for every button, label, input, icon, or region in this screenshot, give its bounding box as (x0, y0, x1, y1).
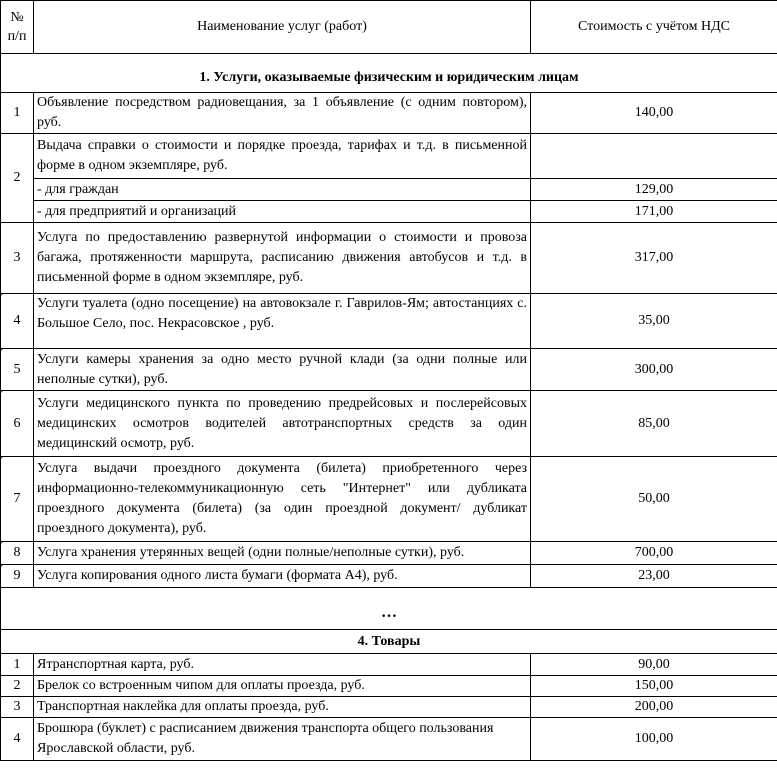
table-row (1, 93, 777, 134)
ellipsis-text: … (1, 598, 777, 630)
service-name: Услуги медицинского пункта по проведению предрейсовых и послерейсовых медицинских осмотров водителей автотранспортных средств за один медицинский осмотр, руб. (34, 391, 531, 457)
section-4-row (1, 630, 777, 654)
table-row (1, 676, 777, 697)
table-row (1, 654, 777, 676)
goods-name: Транспортная наклейка для оплаты проезда, руб. (34, 697, 531, 718)
service-price: 50,00 (531, 457, 777, 542)
row-number: 8 (1, 542, 34, 565)
goods-price: 150,00 (531, 676, 777, 697)
table-row (1, 542, 777, 565)
row-number: 9 (1, 565, 34, 588)
row-number: 6 (1, 391, 34, 457)
goods-name: Ятранспортная карта, руб. (34, 654, 531, 676)
row-number: 2 (1, 134, 34, 223)
table-row (1, 223, 777, 294)
service-name: Услуга копирования одного листа бумаги (формата А4), руб. (34, 565, 531, 588)
service-subitem-price: 171,00 (531, 201, 777, 223)
spacer-row (1, 588, 777, 598)
service-price: 700,00 (531, 542, 777, 565)
row-number: 3 (1, 697, 34, 718)
table-row (1, 697, 777, 718)
service-name: Услуга выдачи проездного документа (билета) приобретенного через информационно-телекоммуникационную сеть "Интернет" или дубликата проездного документа (билета) (за один проездной документ/ дубликат проездного документа), руб. (34, 457, 531, 542)
goods-price: 200,00 (531, 697, 777, 718)
table-subrow (1, 201, 777, 223)
table-subrow (1, 179, 777, 201)
service-name: Объявление посредством радиовещания, за 1 объявление (с одним повтором), руб. (34, 93, 531, 134)
service-subitem-price: 129,00 (531, 179, 777, 201)
row-number: 2 (1, 676, 34, 697)
service-price: 300,00 (531, 349, 777, 391)
goods-name: Брошюра (буклет) с расписанием движения транспорта общего пользования Ярославской области, руб. (34, 718, 531, 761)
table-row (1, 294, 777, 349)
goods-price: 100,00 (531, 718, 777, 761)
table-row (1, 457, 777, 542)
service-price: 140,00 (531, 93, 777, 134)
row-number: 4 (1, 294, 34, 349)
table-row (1, 718, 777, 761)
table-row (1, 565, 777, 588)
service-price (531, 134, 777, 179)
service-name: Услуги туалета (одно посещение) на автовокзале г. Гаврилов-Ям; автостанциях с. Большое Село, пос. Некрасовское , руб. (34, 294, 531, 349)
row-number: 1 (1, 654, 34, 676)
service-subitem-name: - для граждан (34, 179, 531, 201)
service-price: 317,00 (531, 223, 777, 294)
table-row (1, 349, 777, 391)
service-price: 23,00 (531, 565, 777, 588)
section-1-row (1, 65, 777, 93)
goods-name: Брелок со встроенным чипом для оплаты проезда, руб. (34, 676, 531, 697)
service-name: Услуги камеры хранения за одно место ручной клади (за одни полные или неполные сутки), руб. (34, 349, 531, 391)
service-name: Услуга по предоставлению развернутой информации о стоимости и провоза багажа, протяженности маршрута, расписанию движения автобусов и т.д. в письменной форме в одном экземпляре, руб. (34, 223, 531, 294)
spacer-cell (1, 588, 777, 598)
row-number: 5 (1, 349, 34, 391)
service-name: Услуга хранения утерянных вещей (одни полные/неполные сутки), руб. (34, 542, 531, 565)
service-name: Выдача справки о стоимости и порядке проезда, тарифах и т.д. в письменной форме в одном экземпляре, руб. (34, 134, 531, 179)
table-row (1, 391, 777, 457)
header-name: Наименование услуг (работ) (34, 1, 531, 54)
service-price: 85,00 (531, 391, 777, 457)
service-subitem-name: - для предприятий и организаций (34, 201, 531, 223)
section-4-title: 4. Товары (1, 630, 777, 654)
header-num: № п/п (1, 1, 34, 54)
service-price: 35,00 (531, 294, 777, 349)
spacer-row (1, 54, 777, 65)
ellipsis-row (1, 598, 777, 630)
header-cost: Стоимость с учётом НДС (531, 1, 777, 54)
spacer-cell (1, 54, 777, 65)
header-row (1, 1, 777, 54)
row-number: 1 (1, 93, 34, 134)
table-row (1, 134, 777, 179)
row-number: 3 (1, 223, 34, 294)
section-1-title: 1. Услуги, оказываемые физическим и юридическим лицам (1, 65, 777, 93)
row-number: 4 (1, 718, 34, 761)
goods-price: 90,00 (531, 654, 777, 676)
row-number: 7 (1, 457, 34, 542)
